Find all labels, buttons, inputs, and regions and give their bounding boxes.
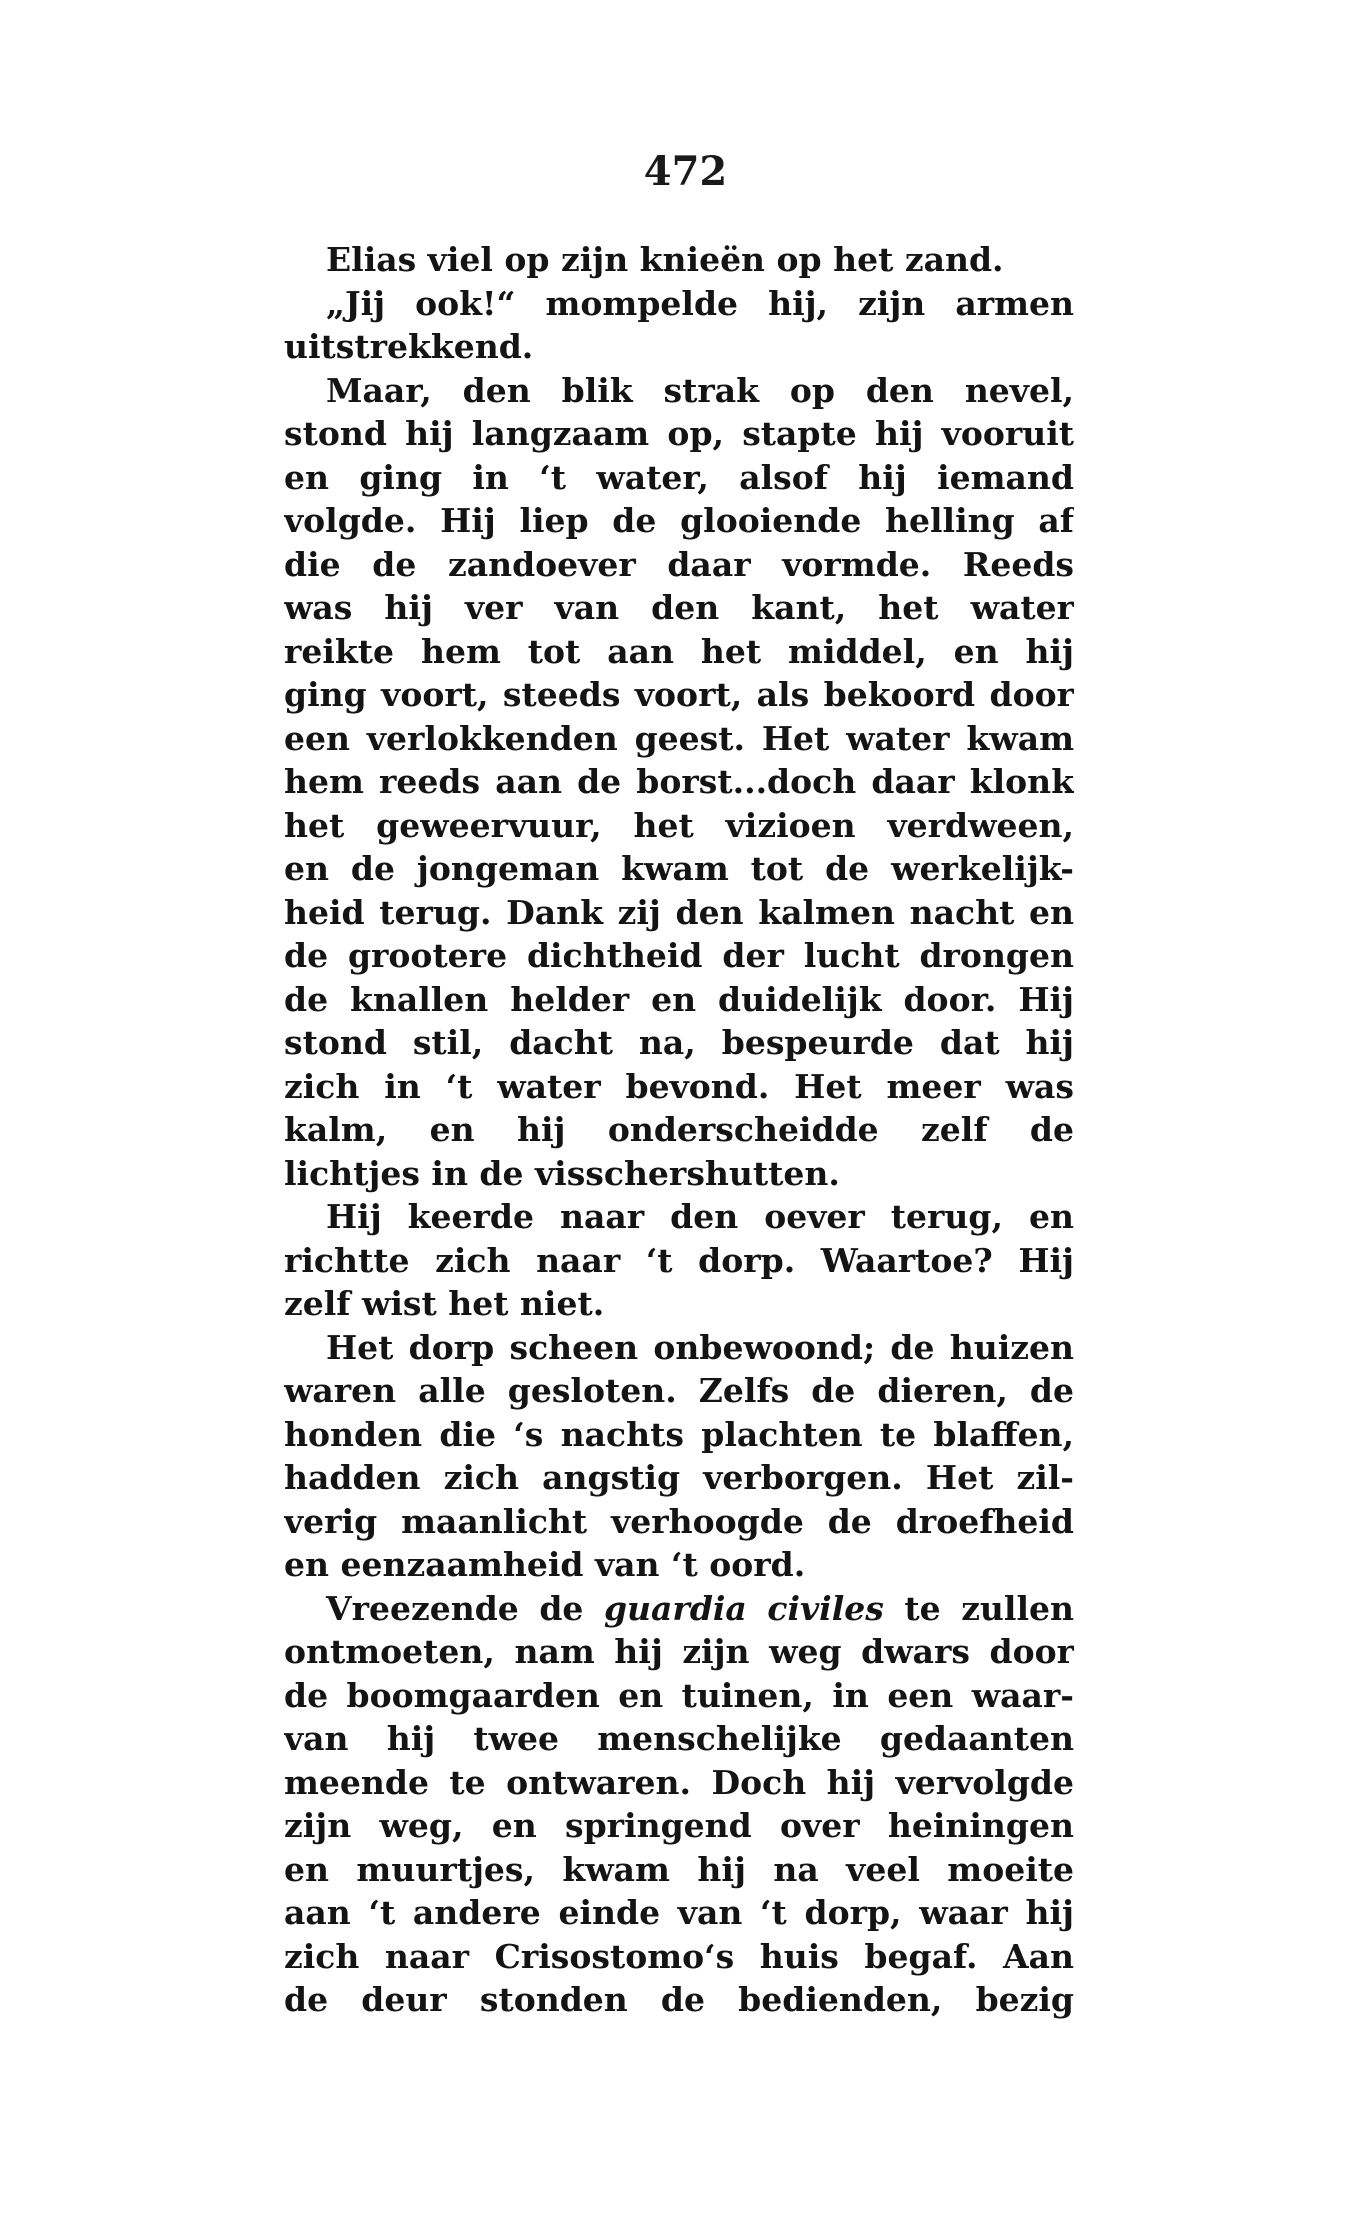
- text-line: een verlokkenden geest. Het water kwam: [284, 718, 1074, 758]
- text-line: en eenzaamheid van ‘t oord.: [284, 1545, 806, 1584]
- text-line: honden die ‘s nachts plachten te blaffen,: [284, 1414, 1074, 1454]
- italic-text: guardia civiles: [603, 1588, 884, 1628]
- text-segment: Vreezende de: [326, 1588, 604, 1628]
- text-line: en de jongeman kwam tot de werkelijk-: [284, 849, 1074, 888]
- text-line: was hij ver van den kant, het water: [284, 588, 1074, 627]
- text-line: kalm, en hij onderscheidde zelf de: [284, 1110, 1074, 1149]
- text-line: richtte zich naar ‘t dorp. Waartoe? Hij: [284, 1240, 1074, 1280]
- text-line: de grootere dichtheid der lucht drongen: [284, 936, 1074, 975]
- text-line: zelf wist het niet.: [284, 1284, 605, 1323]
- text-line: hadden zich angstig verborgen. Het zil-: [284, 1458, 1074, 1497]
- text-line: uitstrekkend.: [284, 327, 534, 366]
- text-line: volgde. Hij liep de glooiende helling af: [284, 501, 1074, 540]
- text-line: de knallen helder en duidelijk door. Hij: [284, 979, 1074, 1019]
- text-line: stond hij langzaam op, stapte hij vooruit: [284, 414, 1074, 453]
- text-line: Hij keerde naar den oever terug, en: [326, 1197, 1074, 1236]
- text-line: heid terug. Dank zij den kalmen nacht en: [284, 892, 1074, 932]
- text-line: hem reeds aan de borst...doch daar klonk: [284, 762, 1074, 801]
- text-line: Elias viel op zijn knieën op het zand.: [326, 240, 1004, 279]
- text-line: die de zandoever daar vormde. Reeds: [284, 544, 1074, 584]
- text-segment: te zullen: [883, 1588, 1074, 1628]
- text-line: Maar, den blik strak op den nevel,: [326, 370, 1074, 410]
- text-line: van hij twee menschelijke gedaanten: [284, 1719, 1074, 1758]
- text-line: zich in ‘t water bevond. Het meer was: [284, 1066, 1074, 1106]
- page-number: 472: [643, 148, 728, 195]
- text-line: [284, 1587, 1074, 1631]
- text-line: stond stil, dacht na, bespeurde dat hij: [284, 1023, 1074, 1062]
- text-line: verig maanlicht verhoogde de droefheid: [284, 1501, 1074, 1541]
- text-line: en ging in ‘t water, alsof hij iemand: [284, 457, 1074, 497]
- text-line: meende te ontwaren. Doch hij vervolgde: [284, 1762, 1074, 1802]
- body-text: [284, 238, 1074, 2022]
- text-line: zich naar Crisostomo‘s huis begaf. Aan: [284, 1936, 1074, 1976]
- text-line: zijn weg, en springend over heiningen: [284, 1806, 1074, 1845]
- text-line: ging voort, steeds voort, als bekoord door: [284, 675, 1074, 714]
- text-line: waren alle gesloten. Zelfs de dieren, de: [284, 1371, 1074, 1410]
- text-line: de boomgaarden en tuinen, in een waar-: [284, 1675, 1074, 1715]
- text-line: en muurtjes, kwam hij na veel moeite: [284, 1849, 1074, 1889]
- text-line: aan ‘t andere einde van ‘t dorp, waar hij: [284, 1893, 1074, 1932]
- text-line: Het dorp scheen onbewoond; de huizen: [326, 1327, 1074, 1367]
- text-line: „Jij ook!“ mompelde hij, zijn armen: [326, 283, 1074, 323]
- text-line: de deur stonden de bedienden, bezig: [284, 1980, 1074, 2019]
- text-line: ontmoeten, nam hij zijn weg dwars door: [284, 1632, 1074, 1671]
- text-line: lichtjes in de visschershutten.: [284, 1153, 840, 1193]
- text-line: reikte hem tot aan het middel, en hij: [284, 631, 1074, 671]
- text-line: het geweervuur, het vizioen verdween,: [284, 805, 1074, 845]
